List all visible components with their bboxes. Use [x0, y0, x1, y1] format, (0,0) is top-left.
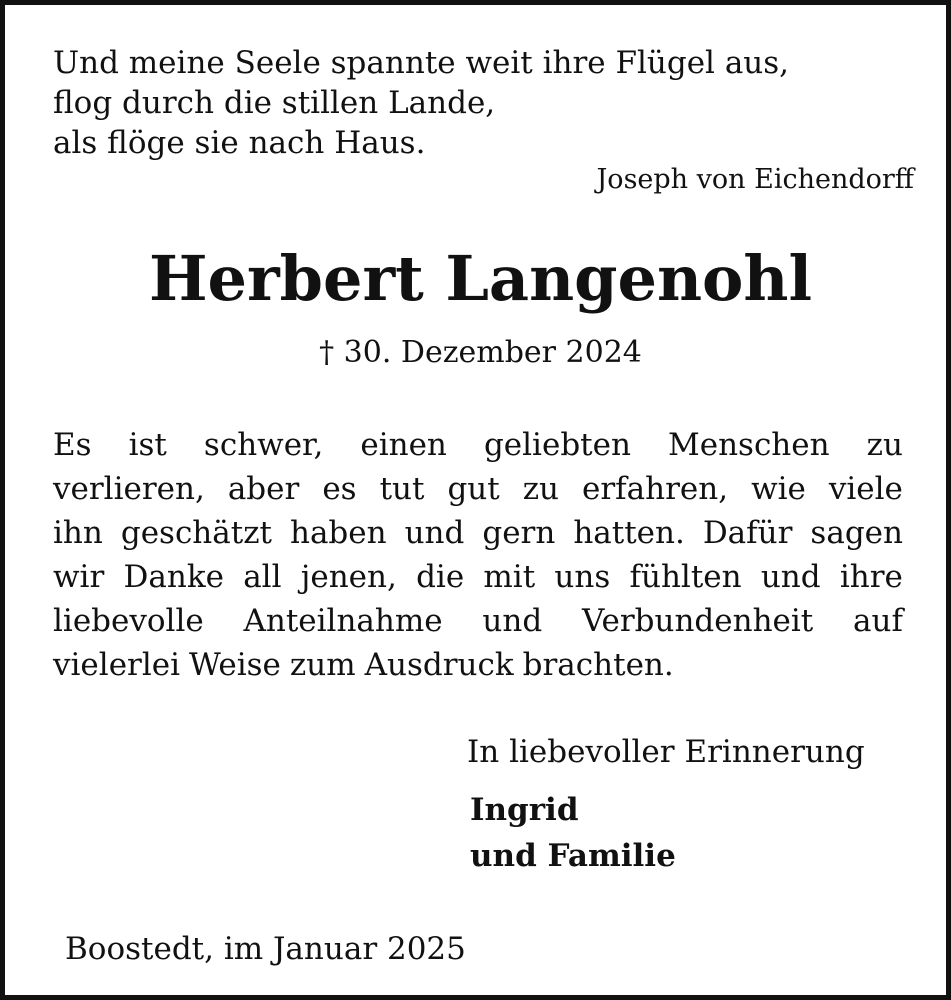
message-line	[53, 555, 903, 599]
quote-author: Joseph von Eichendorff	[596, 164, 914, 195]
message-line	[53, 423, 903, 467]
message-word: zu	[522, 471, 560, 507]
message-word: liebevolle	[53, 603, 204, 639]
message-word: wie	[751, 471, 806, 507]
signer-name: Ingrid	[470, 792, 579, 828]
message-word: und	[760, 559, 821, 595]
message-word: zum	[289, 647, 356, 683]
signer-family: und Familie	[470, 838, 676, 874]
message-word: zu	[866, 427, 903, 463]
message-word: Anteilnahme	[243, 603, 443, 639]
thank-you-message	[53, 423, 903, 687]
message-word: die	[416, 559, 465, 595]
message-word: all	[243, 559, 282, 595]
message-word: aber	[227, 471, 300, 507]
message-line	[53, 599, 903, 643]
message-word: Ausdruck	[364, 647, 514, 683]
message-line	[53, 643, 903, 687]
message-word: sagen	[810, 515, 903, 551]
message-line	[53, 511, 903, 555]
message-word: mit	[483, 559, 536, 595]
place-and-date: Boostedt, im Januar 2025	[65, 931, 466, 967]
death-date: † 30. Dezember 2024	[319, 335, 642, 370]
message-word: erfahren,	[582, 471, 729, 507]
message-word: geschätzt	[120, 515, 272, 551]
message-word: tut	[379, 471, 425, 507]
message-word: Dafür	[702, 515, 793, 551]
message-line	[53, 467, 903, 511]
message-word: vielerlei	[53, 647, 181, 683]
message-word: jenen,	[300, 559, 397, 595]
message-word: wir	[53, 559, 105, 595]
message-word: haben	[289, 515, 387, 551]
message-word: Es	[53, 427, 92, 463]
closing-phrase: In liebevoller Erinnerung	[467, 734, 865, 770]
message-word: viele	[828, 471, 903, 507]
signers	[470, 787, 676, 879]
message-word: geliebten	[483, 427, 631, 463]
deceased-name: Herbert Langenohl	[148, 242, 813, 315]
message-word: uns	[554, 559, 611, 595]
message-word: Verbundenheit	[581, 603, 814, 639]
quote-line: Und meine Seele spannte weit ihre Flügel aus,	[53, 45, 790, 81]
poem-quote	[53, 43, 873, 163]
message-word: ihre	[839, 559, 903, 595]
message-word: und	[482, 603, 543, 639]
message-word: Danke	[123, 559, 224, 595]
quote-line: als flöge sie nach Haus.	[53, 125, 426, 161]
message-word: es	[322, 471, 357, 507]
message-word: fühlten	[629, 559, 742, 595]
message-word: hatten.	[573, 515, 685, 551]
quote-line: flog durch die stillen Lande,	[53, 85, 496, 121]
message-word: und	[404, 515, 465, 551]
message-word: schwer,	[203, 427, 324, 463]
message-word: gut	[447, 471, 500, 507]
message-word: Menschen	[667, 427, 830, 463]
message-word: ist	[128, 427, 167, 463]
message-word: verlieren,	[53, 471, 205, 507]
message-word: ihn	[53, 515, 103, 551]
message-word: brachten.	[522, 647, 674, 683]
message-word: einen	[360, 427, 447, 463]
message-word: auf	[853, 603, 903, 639]
message-word: Weise	[189, 647, 281, 683]
message-word: gern	[482, 515, 556, 551]
